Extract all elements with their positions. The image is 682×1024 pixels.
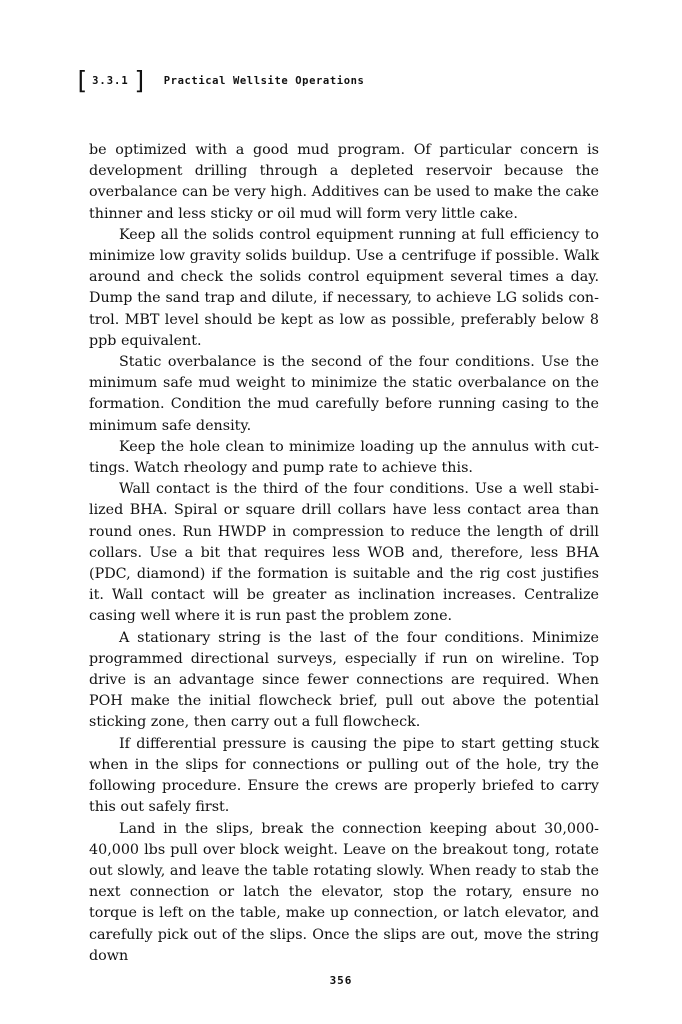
paragraph: Wall contact is the third of the four conditions. Use a well stabilized BHA. Spiral or square drill collars have less contact area than round ones. Run HWDP in compression to reduce the length of drill collars. Use a bit that requires less WOB and, therefore, less BHA (PDC, diamond) if the formation is suitable and the rig cost justifies it. Wall contact will be greater as inclination increases. Centralize casing well where it is run past the problem zone. bbox=[89, 481, 599, 625]
paragraph: Keep all the solids control equipment running at full efficiency to minimize low gravity solids buildup. Use a centrifuge if possible. Walk around and check the solids control equipment several times a day. Dump the sand trap and dilute, if necessary, to achieve LG solids control. MBT level should be kept as low as possible, preferably below 8 ppb equivalent. bbox=[89, 226, 599, 349]
paragraph: A stationary string is the last of the four conditions. Minimize programmed directional surveys, especially if run on wireline. Top drive is an advantage since fewer connections are required. When POH make the initial flowcheck brief, pull out above the potential sticking zone, then carry out a full flowcheck. bbox=[89, 629, 599, 731]
section-bracket-open: [ bbox=[74, 66, 90, 95]
section-number: 3.3.1 bbox=[92, 75, 129, 87]
page-body bbox=[89, 140, 599, 967]
book-title: Practical Wellsite Operations bbox=[163, 75, 365, 87]
paragraph: Keep the hole clean to minimize loading up the annulus with cuttings. Watch rheology and pump rate to achieve this. bbox=[89, 438, 599, 477]
section-bracket-close: ] bbox=[132, 66, 148, 95]
running-head bbox=[74, 68, 364, 94]
paragraph: Static overbalance is the second of the four conditions. Use the minimum safe mud weight to minimize the static overbalance on the formation. Condition the mud carefully before running casing to the minimum safe density. bbox=[89, 354, 599, 434]
paragraph: Land in the slips, break the connection keeping about 30,000-40,000 lbs pull over block weight. Leave on the breakout tong, rotate out slowly, and leave the table rotating slowly. When ready to stab the next connection or latch the elevator, stop the rotary, ensure no torque is left on the table, make up connection, or latch elevator, and carefully pick out of the slips. Once the slips are out, move the string down bbox=[89, 820, 599, 964]
page-number: 356 bbox=[329, 974, 353, 987]
paragraph-continued: be optimized with a good mud program. Of particular concern is development drilling through a depleted reservoir because the overbalance can be very high. Additives can be used to make the cake thinner and less sticky or oil mud will form very little cake. bbox=[89, 142, 599, 222]
paragraph: If differential pressure is causing the pipe to start getting stuck when in the slips for connections or pulling out of the hole, try the following procedure. Ensure the crews are properly briefed to carry this out safely first. bbox=[89, 735, 599, 816]
